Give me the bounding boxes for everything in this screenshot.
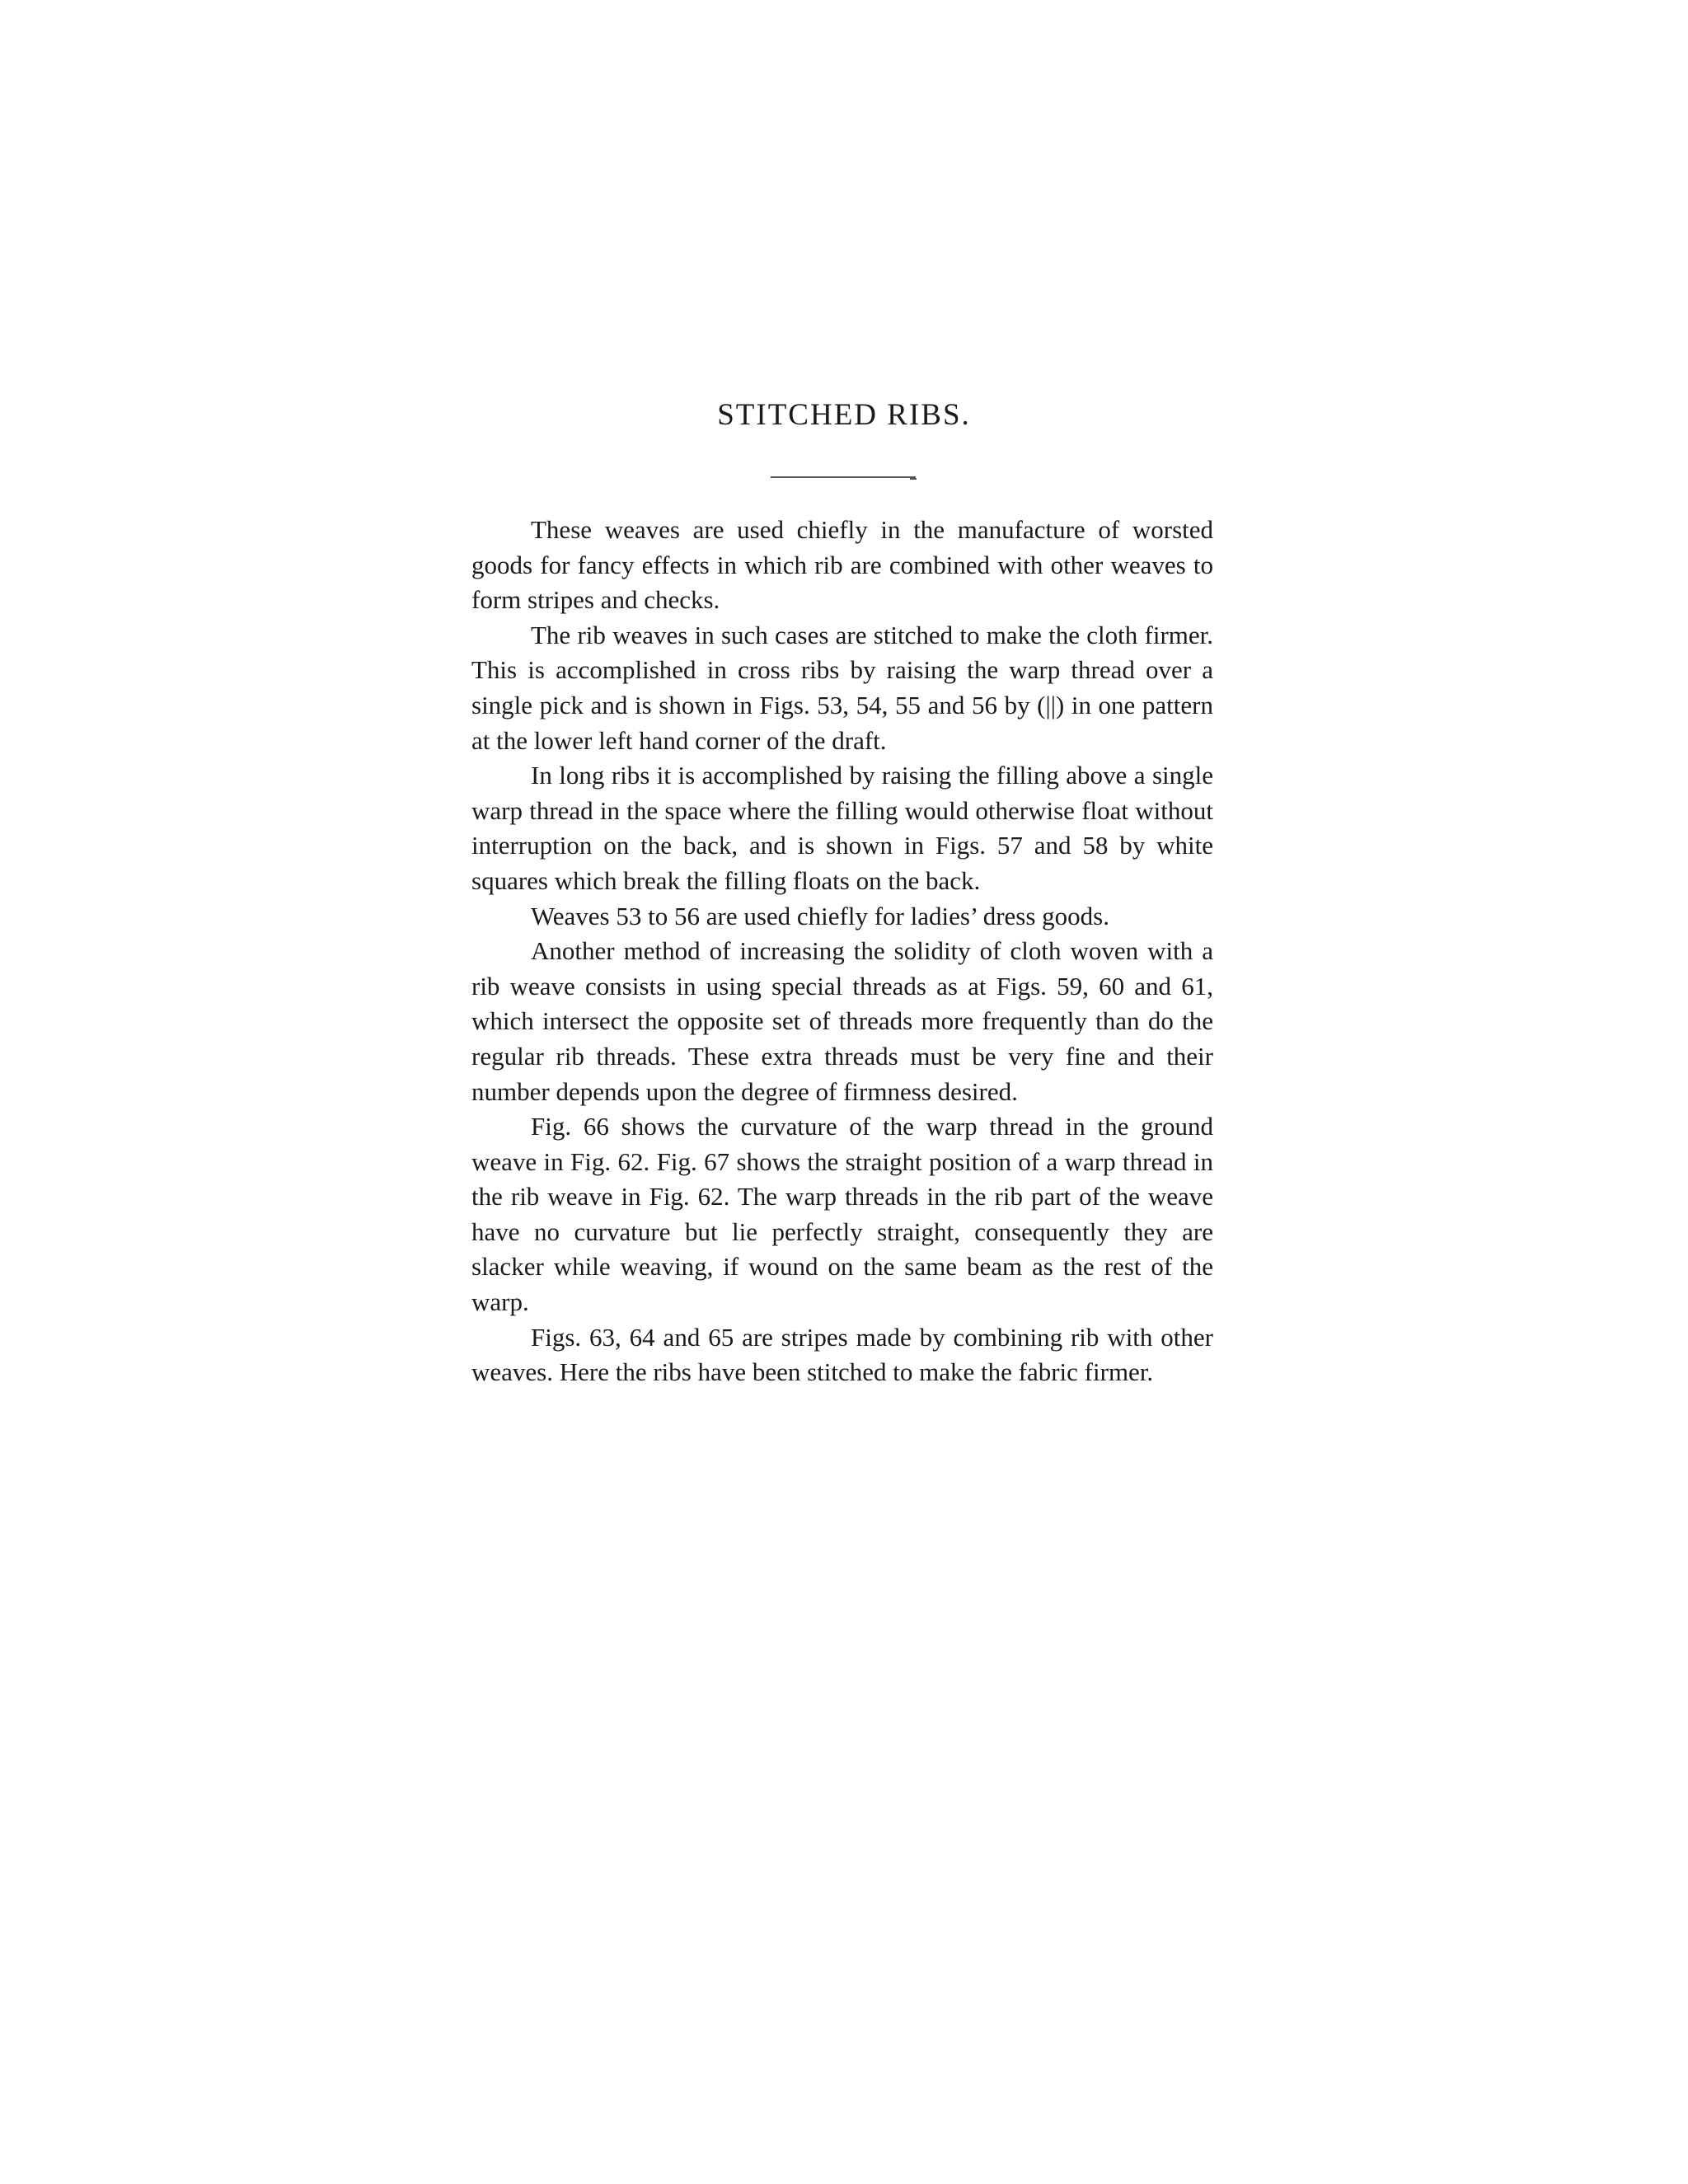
title-divider-tick — [910, 478, 917, 480]
paragraph: Another method of increasing the solidity of cloth woven with a rib weave consists in using special threads as at Figs. 59, 60 and 61, which intersect the opposite set of threads more frequently than do the regular rib threads. These extra threads must be very fine and their number depends upon the degree of firmness desired. — [471, 936, 1213, 1106]
paragraph: Weaves 53 to 56 are used chiefly for ladies’ dress goods. — [531, 901, 1109, 930]
paragraph: These weaves are used chiefly in the manufacture of worsted goods for fancy effects in which rib are combined with other weaves to form stripes and checks. — [471, 515, 1213, 615]
paragraph: In long ribs it is accomplished by raising the filling above a single warp thread in the space where the filling would otherwise float without interruption on the back, and is shown in Figs. 57 and 58 by white squares which break the filling floats on the back. — [471, 761, 1213, 895]
paragraph: The rib weaves in such cases are stitched to make the cloth firmer. This is accomplished in cross ribs by raising the warp thread over a single pick and is shown in Figs. 53, 54, 55 and 56 by (||) in one pattern at the lower left hand corner of the draft. — [471, 620, 1213, 755]
title-divider — [771, 476, 916, 478]
paragraph: Figs. 63, 64 and 65 are stripes made by combining rib with other weaves. Here the ribs have been stitched to make the fabric firmer. — [471, 1322, 1213, 1387]
body-text — [471, 513, 1213, 1390]
page-title: STITCHED RIBS. — [717, 398, 971, 432]
paragraph: Fig. 66 shows the curvature of the warp thread in the ground weave in Fig. 62. Fig. 67 shows the straight position of a warp thread in the rib weave in Fig. 62. The warp threads in the rib part of the weave have no curvature but lie perfectly straight, consequently they are slacker while weaving, if wound on the same beam as the rest of the warp. — [471, 1112, 1213, 1317]
